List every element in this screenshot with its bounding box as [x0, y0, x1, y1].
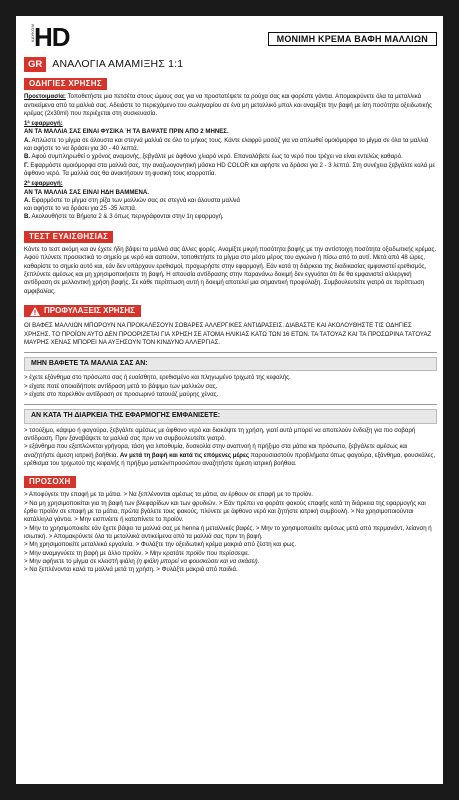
- do-not-dye-item-1: > έχετε εξάνθημα στο πρόσωπο σας ή ευαίσθητο, ερεθισμένο και πληγωμένο τριχωτό της κεφαλής.: [24, 374, 291, 382]
- product-title: ΜΟΝΙΜΗ ΚΡΕΜΑ ΒΑΦΗ ΜΑΛΛΙΩΝ: [268, 32, 437, 46]
- brand-hd-text: HD: [34, 22, 70, 52]
- warnings-text: ΟΙ ΒΑΦΕΣ ΜΑΛΛΙΩΝ ΜΠΟΡΟΥΝ ΝΑ ΠΡΟΚΑΛΕΣΟΥΝ ΣΟΒΑΡΕΣ ΑΛΛΕΡΓΙΚΕΣ ΑΝΤΙΔΡΑΣΕΙΣ. ΔΙΑΒΑΣΤΕ ΚΑΙ ΑΚΟΛΟΥΘΗΣΤΕ ΤΙΣ ΟΔΗΓΙΕΣ ΧΡΗΣΗΣ. ΤΟ ΠΡΟΪΟΝ ΑΥΤΟ ΔΕΝ ΠΡΟΟΡΙΖΕΤΑΙ ΓΙΑ ΧΡΗΣΗ ΣΕ ΑΤΟΜΑ ΗΛΙΚΙΑΣ ΚΑΤΩ ΤΩΝ 16 ΕΤΩΝ. ΤΑ ΤΑΤΟΥΑΖ ΚΑΙ ΤΑ ΠΡΟΣΩΡΙΝΑ ΤΑΤΟΥΑΖ ΜΑΥΡΗΣ ΧΕΝΑΣ ΜΠΟΡΕΙ ΝΑ ΑΥΞΗΣΟΥΝ ΤΟΝ ΚΙΝΔΥΝΟ ΑΛΛΕΡΓΙΑΣ.: [24, 322, 432, 346]
- warning-triangle-icon: [30, 307, 40, 315]
- during-use-item-2: [24, 443, 437, 468]
- caution-line-5: > Μην αναμιγνύετε τη βαφή με άλλο προϊόν. > Μην κρατάτε προϊόν που περίσσεψε.: [24, 549, 250, 557]
- step-text: Εφαρμόστε το μίγμα στη ρίζα των μαλλιών σας σε στεγνά και άλουστα μαλλιά: [30, 196, 240, 204]
- step-text: Ακολουθήστε τα Βήματα 2 & 3 όπως περιγράφονται στην 1η εφαρμογή.: [30, 213, 224, 221]
- language-badge: GR: [24, 57, 46, 72]
- leaflet-content: [24, 74, 437, 574]
- preparation-text: Τοποθετήστε μια πετσέτα στους ώμους σας για να προστατέψετε τα ρούχα σας και φορέστε γάντια. Απομακρύνετε όλα τα μεταλλικά αντικείμενα από τα μαλλιά σας. Αδειάστε το περιεχόμενο του σωληναρίου σε ένα μη μεταλλικό μπολ και αναμίξτε την βαφή με ίση ποσότητα οξειδωτικής κρέμας (2x30ml) που περιέχεται στη συσκευασία.: [24, 93, 432, 117]
- brand-logo: [28, 24, 70, 51]
- step-text: Αφού συμπληρωθεί ο χρόνος αναμονής, ξεβγάλτε με άφθονο χλιαρό νερό. Επαναλάβετε έως το νερό που τρέχει να είναι εντελώς καθαρό.: [30, 153, 403, 161]
- caution-line-3: > Μην το χρησιμοποιείτε εάν έχετε βάψει τα μαλλιά σας με henna ή μεταλλικές βαφές. > Μην το χρησιμοποιείτε αμέσως μετά από περμανάντ, λείανση ή ισιωτική. > Απομακρύνετε όλα τα μεταλλικά αντικείμενα από τα μαλλιά σας πριν τη βαφή.: [24, 524, 432, 540]
- mix-ratio-title: ΑΝΑΛΟΓΙΑ ΑΜΑΜΙΞΗΣ 1:1: [52, 58, 184, 70]
- app1-title: 1ª εφαρμογή:: [24, 120, 63, 128]
- during-use-item-1: > τσούξιμο, κάψιμο ή φαγούρα, ξεβγάλτε αμέσως με άφθονο νερό και διακόψτε τη χρήση, γιατί αυτά μπορεί να αποτελούν ένδειξη για πιο σοβαρή αντίδραση. Πριν ξαναβάψετε τα μαλλιά σας πριν να συμβουλευτείτε γιατρό.: [24, 426, 416, 442]
- caution-line-2: > Να μη χρησιμοποιείται για τη βαφή των βλεφαρίδων και των φρυδιών. > Εάν πρέπει να φοράτε φακούς επαφής κατά τη διάρκεια της εφαρμογής και έρθει προϊόν σε επαφή με τα μάτια, πρώτα βγάλετε τους φακούς, πλύνετε με άφθονο νερό και ζητήστε ιατρική συμβουλή. > Να χρησιμοποιούνται κατάλληλα γάντια. > Μην εισπνέετε ή καταπίνετε το προϊόν.: [24, 499, 426, 524]
- step-mark: Α.: [24, 136, 31, 144]
- during-use-label: ΑΝ ΚΑΤΑ ΤΗ ΔΙΑΡΚΕΙΑ ΤΗΣ ΕΦΑΡΜΟΓΗΣ ΕΜΦΑΝΙΣΕΤΕ:: [24, 409, 437, 423]
- caution-line-7: > Να ξεπλένονται καλά τα μαλλιά μετά τη χρήση. > Φυλάξτε μακριά από παιδιά.: [24, 566, 238, 574]
- step-mark: Α.: [24, 196, 31, 204]
- app1-step-b: [24, 153, 437, 161]
- app1-step-a: [24, 137, 437, 154]
- caution-italic-note: (η φιάλη μπορεί να φουσκώσει και να σκάσει).: [136, 557, 260, 565]
- app1-step-c: [24, 162, 437, 179]
- instructions-label: ΟΔΗΓΙΕΣ ΧΡΗΣΗΣ: [24, 78, 107, 90]
- sensitivity-text: Κάντε το τεστ ακόμη και αν έχετε ήδη βάψει τα μαλλιά σας άλλες φορές. Αναμίξτε μικρή ποσότητα βαφής με την αντίστοιχη ποσότητα οξειδωτικής κρέμας. Αφού πλύνετε προσεκτικά το σημείο με νερό και σαπούνι, τοποθετήστε το μίγμα στο μέσο μέρος του αγκώνα ή πίσω από το αυτί. Μετά από 48 ώρες, καθαρίστε το σημείο αυτό και, εάν δεν υπάρχουν ερεθισμοί, προχωρήστε στην εφαρμογή. Εάν κατά τη διάρκεια της διαδικασίας εμφανιστεί ερεθισμός, ξεπλύνετε αμέσως και μη χρησιμοποιήσετε τη βαφή. Η απουσία αντίδρασης στην παρανάνω δοκιμή δεν εγγυάται ότι δε θα εμφανιστεί αλλεργική αντίδραση σε μελλοντική χρήση βαφής. Σε κάθε περίπτωση αυτή η δοκιμή αποτελεί μια σημαντική προφύλαξη. Συμβουλευτείτε γιατρό σε περίπτωση αμφιβολίας.: [24, 246, 437, 295]
- app1-heading: ΑΝ ΤΑ ΜΑΛΛΙΑ ΣΑΣ ΕΙΝΑΙ ΦΥΣΙΚΑ Ή ΤΑ ΒΑΨΑΤΕ ΠΡΙΝ ΑΠΟ 2 ΜΗΝΕΣ.: [24, 128, 229, 136]
- do-not-dye-item-3: > είχατε στο παρελθόν αντίδραση σε προσωρινό τατουάζ μαύρης χένας.: [24, 391, 219, 399]
- leaflet-header: [16, 16, 443, 56]
- instruction-leaflet: [16, 16, 443, 784]
- item-text: παρουσιαστούν προβλήματα όπως φαγούρα, εξάνθημα, φουσκάλες, ερέθισμα του τριχωτού της κεφαλής ή πρήξιμο ματιών/προσώπου αναζητήστε άμεση ιατρική βοήθεια.: [24, 451, 436, 467]
- app2-step-a-cont: και αφήστε το να δράσει για 25 -35 λεπτά.: [24, 205, 137, 213]
- item-text: > εξάνθημα που εξαπλώνεται γρήγορα, τάση για λιποθυμία, δυσκολία στην αναπνοή ή πρήξιμο στα μάτια και πρόσωπο, ξεβγάλετε αμέσως και αναζητήστε άμεση ιατρική βοήθεια.: [24, 443, 408, 459]
- warnings-label-text: ΠΡΟΦΥΛΑΞΕΙΣ ΧΡΗΣΗΣ: [44, 305, 135, 315]
- preparation-title: Προετοιμασία:: [24, 93, 66, 101]
- sensitivity-label: ΤΕΣΤ ΕΥΑΙΣΘΗΣΙΑΣ: [24, 231, 113, 243]
- caution-label: ΠΡΟΣΟΧΗ: [24, 476, 76, 488]
- warnings-label: [24, 305, 141, 317]
- app2-step-a: [24, 197, 437, 205]
- caution-line-4: > Μη χρησιμοποιείτε μεταλλικά εργαλεία. > Φυλάξτε την οξειδωτική κρέμα μακριά από ζέστη και φως.: [24, 541, 297, 549]
- caution-line-6: > Μην αφήνετε το μίγμα σε κλειστή φιάλη (η φιάλη μπορεί να φουσκώσει και να σκάσει).: [24, 557, 260, 565]
- app2-heading: ΑΝ ΤΑ ΜΑΛΛΙΑ ΣΑΣ ΕΙΝΑΙ ΗΔΗ ΒΑΜΜΕΝΑ.: [24, 188, 149, 196]
- do-not-dye-label: ΜΗΝ ΒΑΦΕΤΕ ΤΑ ΜΑΛΛΙΑ ΣΑΣ ΑΝ:: [24, 357, 437, 371]
- caution-line-1: > Αποφύγετε την επαφή με τα μάτια. > Να ξεπλένονται αμέσως τα μάτια, αν έρθουν σε επαφή με το προϊόν.: [24, 491, 313, 499]
- step-mark: Γ.: [24, 161, 29, 169]
- app2-step-b: [24, 213, 437, 221]
- language-row: [24, 56, 437, 72]
- preparation-paragraph: [24, 93, 437, 118]
- brand-small-text: KAYKOM: [30, 23, 35, 42]
- step-text: Απλώστε το μίγμα σε άλουστα και στεγνά μαλλιά σε όλο το μήκος τους. Κάντε ελαφρύ μασάζ για να απλωθεί ομοιόμορφα το μίγμα σε όλα τα μαλλιά και αφήστε το να δράσει για 30 - 40 λεπτά.: [24, 136, 429, 153]
- step-mark: Β.: [24, 213, 31, 221]
- step-text: Εφαρμόστε ομοιόμορφα στα μαλλιά σας, την αναζωογονητική μάσκα HD COLOR και αφήστε να δράσει για 2 - 3 λεπτά. Στη συνέχεια ξεβγάλτε καλά με άφθονο νερό. Τα μαλλιά σας θα ανακτήσουν τη φυσική τους ισορροπία.: [24, 161, 436, 177]
- item-emphasis: Αν μετά τη βαφή και κατά τις επόμενες μέρες: [119, 451, 250, 459]
- do-not-dye-item-2: > είχατε ποτέ οποιαδήποτε αντίδραση μετά το βάψιμο των μαλλιών σας.: [24, 382, 218, 390]
- step-mark: Β.: [24, 153, 31, 161]
- app2-title: 2ª εφαρμογή:: [24, 180, 63, 188]
